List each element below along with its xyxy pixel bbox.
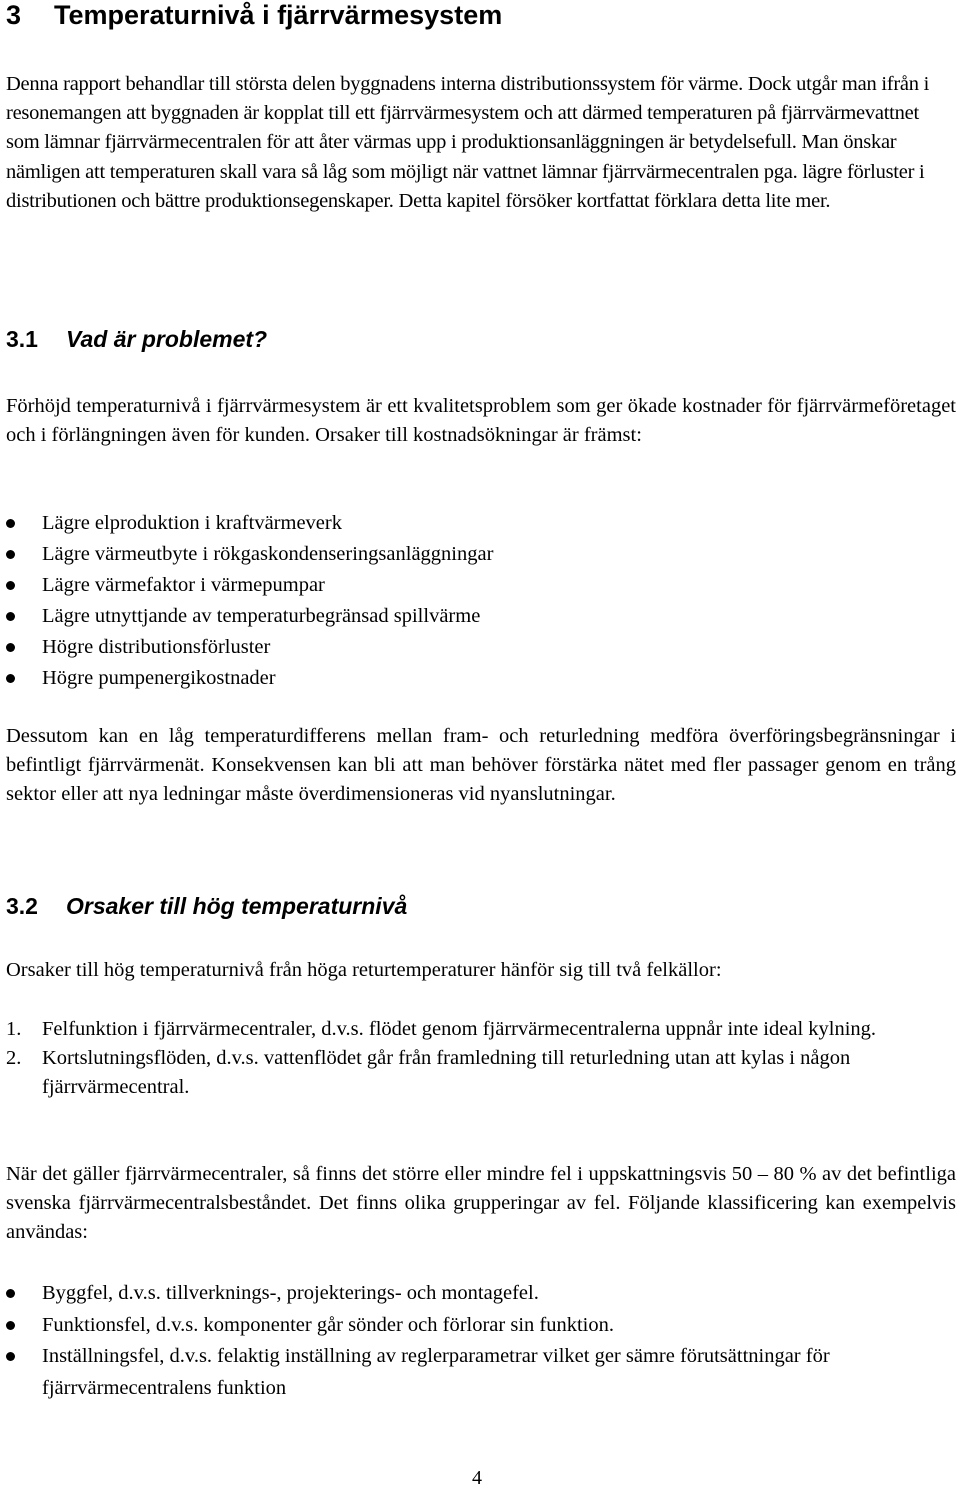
bullet-icon (6, 1289, 15, 1298)
section-3-1-heading (6, 325, 267, 353)
bullet-icon (6, 1321, 15, 1330)
bullet-icon (6, 550, 15, 559)
bullet-icon (6, 643, 15, 652)
list-item: Högre pumpenergikostnader (6, 663, 956, 694)
error-sources-list (6, 1015, 960, 1103)
intro-paragraph: Denna rapport behandlar till största delen byggnadens interna distributionssystem för värme. Dock utgår man ifrån i resonemangen att byggnaden är kopplat till ett fjärrvärmesystem och att därmed temperaturen på fjärrvärmevattnet som lämnar fjärrvärmecentralen för att åter värmas upp i produktionsanläggningen är betydelsefull. Man önskar nämligen att temperaturen skall vara så låg som möjligt när vattnet lämnar fjärrvärmecentralen pga. lägre förluster i distributionen och bättre produktionsegenskaper. Detta kapitel försöker kortfattat förklara detta lite mer. (6, 73, 930, 212)
bullet-icon (6, 581, 15, 590)
list-item: Lägre elproduktion i kraftvärmeverk (6, 508, 956, 539)
bullet-icon (6, 674, 15, 683)
list-item: Inställningsfel, d.v.s. felaktig inställning av reglerparametrar vilket ger sämre förutsättningar för fjärrvärmecentralens funktion (6, 1341, 932, 1404)
bullet-icon (6, 1352, 15, 1361)
section-3-2-number: 3.2 (6, 893, 38, 919)
list-item: Lägre utnyttjande av temperaturbegränsad spillvärme (6, 601, 956, 632)
numbered-item: 1. Felfunktion i fjärrvärmecentraler, d.v.s. flödet genom fjärrvärmecentralerna uppnår inte ideal kylning. (6, 1018, 877, 1040)
section-3-2-paragraph-after: När det gäller fjärrvärmecentraler, så finns det större eller mindre fel i uppskattningsvis 50 – 80 % av det befintliga svenska fjärrvärmecentralsbeståndet. Det finns olika grupperingar av fel. Följande klassificering kan exempelvis användas: (6, 1163, 956, 1244)
section-3-2-paragraph: Orsaker till hög temperaturnivå från höga returtemperaturer hänför sig till två felkällor: (6, 959, 722, 981)
chapter-heading (6, 0, 502, 30)
bullet-icon (6, 519, 15, 528)
section-3-2-heading (6, 892, 407, 920)
numbered-item: 2. Kortslutningsflöden, d.v.s. vattenflödet går från framledning till returledning utan att kylas i någon fjärrvärmecentral. (6, 1047, 851, 1099)
list-item: Lägre värmefaktor i värmepumpar (6, 570, 956, 601)
cost-causes-list (6, 508, 956, 694)
chapter-number: 3 (6, 0, 22, 30)
section-3-1-paragraph-after: Dessutom kan en låg temperaturdifferens mellan fram- och returledning medföra överföringsbegränsningar i befintligt fjärrvärmenät. Konsekvensen kan bli att man behöver förstärka nätet med fler passager genom en trång sektor eller att nya ledningar måste överdimensioneras vid nyanslutningar. (6, 725, 956, 806)
page-number: 4 (472, 1467, 482, 1489)
section-3-1-title: Vad är problemet? (66, 326, 268, 352)
list-item: Funktionsfel, d.v.s. komponenter går sönder och förlorar sin funktion. (6, 1310, 932, 1342)
list-item: Byggfel, d.v.s. tillverknings-, projekterings- och montagefel. (6, 1278, 932, 1310)
list-item: Högre distributionsförluster (6, 632, 956, 663)
section-3-2-title: Orsaker till hög temperaturnivå (66, 893, 408, 919)
section-3-1-paragraph: Förhöjd temperaturnivå i fjärrvärmesystem är ett kvalitetsproblem som ger ökade kostnader för fjärrvärmeföretaget och i förlängningen även för kunden. Orsaker till kostnadsökningar är främst: (6, 395, 956, 447)
bullet-icon (6, 612, 15, 621)
error-classification-list (6, 1278, 956, 1404)
list-item: Lägre värmeutbyte i rökgaskondenseringsanläggningar (6, 539, 956, 570)
chapter-title: Temperaturnivå i fjärrvärmesystem (54, 0, 503, 30)
section-3-1-number: 3.1 (6, 326, 38, 352)
